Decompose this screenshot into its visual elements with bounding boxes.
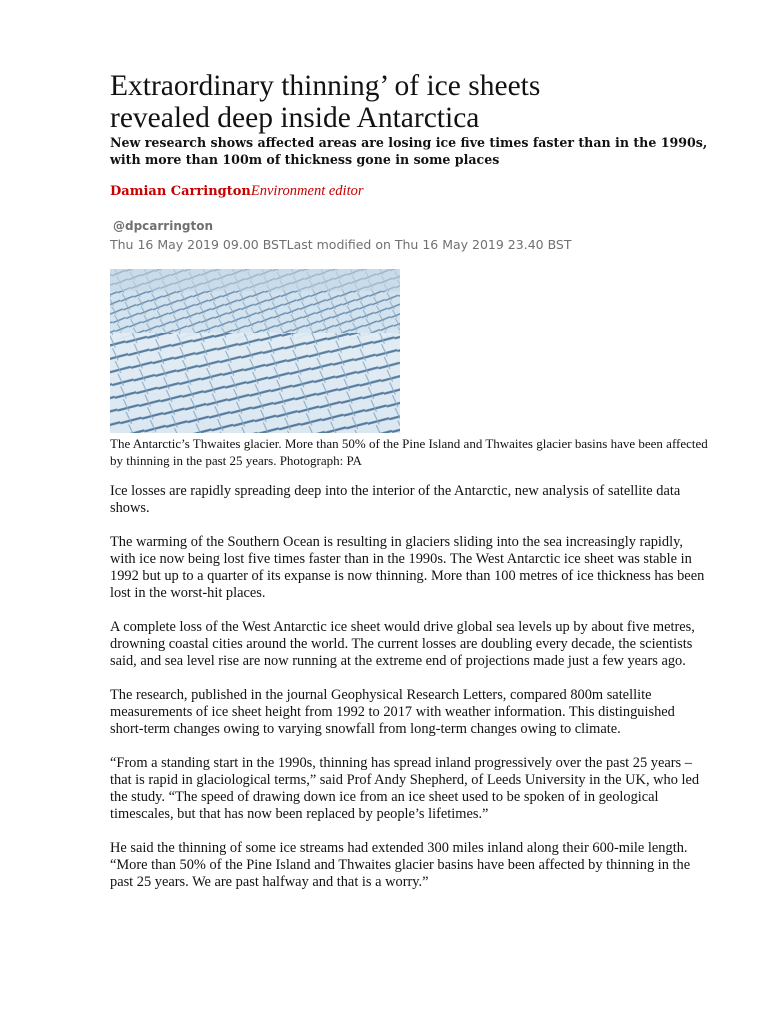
author-role: Environment editor (250, 183, 364, 199)
headline-line-2: revealed deep inside Antarctica (110, 102, 480, 134)
body-paragraph: He said the thinning of some ice streams had extended 300 miles inland along their 600-mile length. “More than 50% of the Pine Island and Thwaites glacier basins have been affected by thinning in the past 25 years. We are past halfway and that is a worry.” (110, 840, 691, 890)
body-paragraph: A complete loss of the West Antarctic ice sheet would drive global sea levels up by about five metres, drowning coastal cities around the world. The current losses are doubling every decade, the scientists said, and sea level rise are now running at the extreme end of projections made just a few years ago. (110, 619, 695, 669)
byline (110, 183, 710, 200)
photo-caption: The Antarctic’s Thwaites glacier. More than 50% of the Pine Island and Thwaites glacier basins have been affected by thinning in the past 25 years. Photograph: PA (110, 436, 708, 468)
headline-line-1: Extraordinary thinning’ of ice sheets (110, 70, 541, 102)
twitter-handle[interactable]: @dpcarrington (113, 219, 213, 233)
article-standfirst: New research shows affected areas are losing ice five times faster than in the 1990s, with more than 100m of thickness gone in some places (110, 135, 708, 167)
publication-dateline: Thu 16 May 2019 09.00 BSTLast modified on Thu 16 May 2019 23.40 BST (110, 237, 572, 252)
body-paragraph: The research, published in the journal Geophysical Research Letters, compared 800m satellite measurements of ice sheet height from 1992 to 2017 with weather information. This distinguished short-term changes owing to varying snowfall from long-term changes owing to climate. (110, 687, 675, 737)
body-paragraph: “From a standing start in the 1990s, thinning has spread inland progressively over the past 25 years – that is rapid in glaciological terms,” said Prof Andy Shepherd, of Leeds University in the UK, who led the study. “The speed of drawing down ice from an ice sheet used to be spoken of in geological timescales, but that has now been replaced by people’s lifetimes.” (110, 755, 700, 822)
article-body (110, 483, 710, 908)
body-paragraph: Ice losses are rapidly spreading deep into the interior of the Antarctic, new analysis of satellite data shows. (110, 483, 681, 516)
body-paragraph: The warming of the Southern Ocean is resulting in glaciers sliding into the sea increasingly rapidly, with ice now being lost five times faster than in the 1990s. The West Antarctic ice sheet was stable in 1992 but up to a quarter of its expanse is now thinning. More than 100 metres of ice thickness has been lost in the worst-hit places. (110, 534, 705, 601)
glacier-photo (110, 269, 400, 433)
author-name[interactable]: Damian Carrington (110, 184, 251, 199)
article-headline (110, 70, 710, 134)
